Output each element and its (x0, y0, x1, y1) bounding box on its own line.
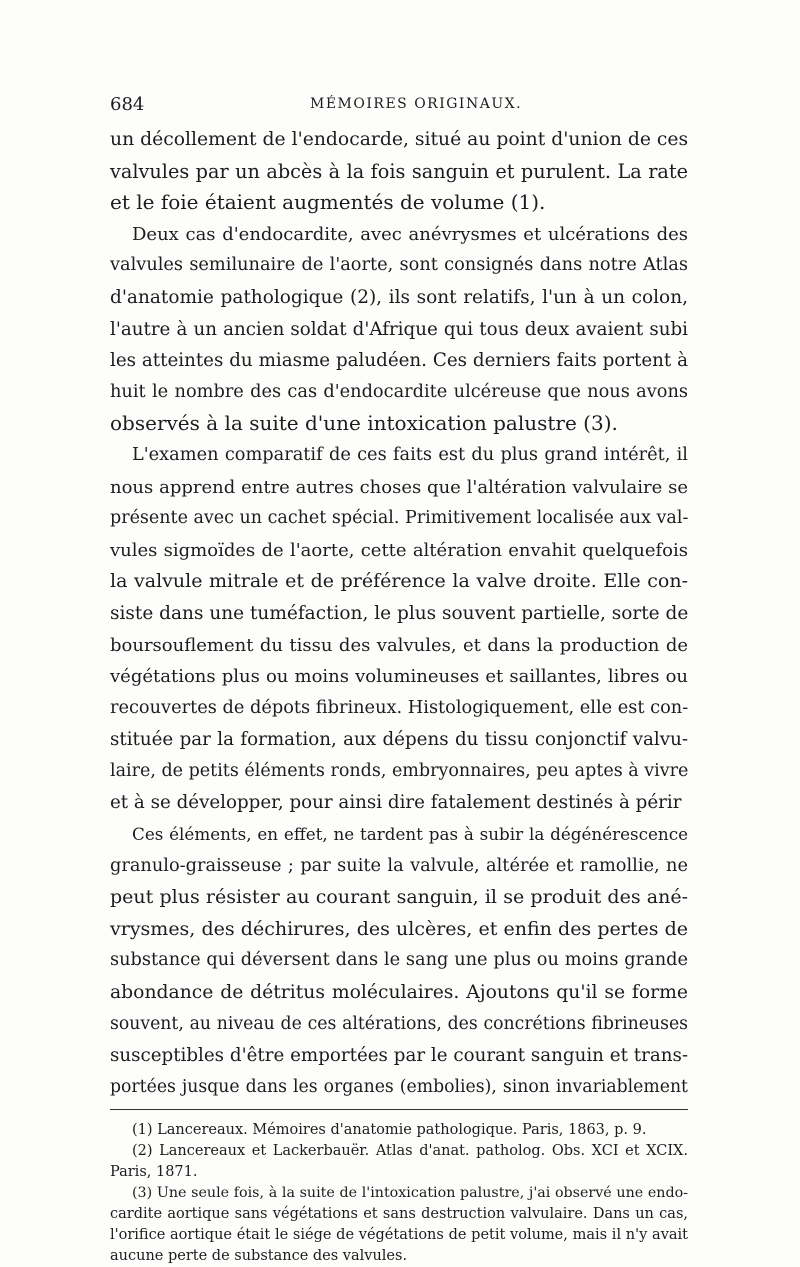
text-line: et le foie étaient augmentés de volume (1). (110, 190, 546, 215)
footnote-line: l'orifice aortique était le siége de végétations de petit volume, mais il n'y avait (110, 1227, 688, 1244)
text-line: recouvertes de dépots fibrineux. Histologiquement, elle est con- (110, 697, 689, 718)
text-line: observés à la suite d'une intoxication palustre (3). (110, 411, 618, 436)
footnote-line: (1) Lancereaux. Mémoires d'anatomie pathologique. Paris, 1863, p. 9. (132, 1122, 647, 1139)
body-text (110, 124, 688, 1103)
text-line: Deux cas d'endocardite, avec anévrysmes et ulcérations des (132, 223, 688, 245)
text-line: L'examen comparatif de ces faits est du plus grand intérêt, il (132, 444, 688, 465)
page-header (110, 94, 688, 124)
text-line: les atteintes du miasme paludéen. Ces derniers faits portent à (110, 350, 688, 372)
text-line: souvent, au niveau de ces altérations, des concrétions fibrineuses (110, 1013, 688, 1034)
footnote (110, 1141, 688, 1183)
page-number: 684 (110, 94, 145, 115)
footnote (110, 1183, 688, 1267)
footnote-line: Paris, 1871. (110, 1164, 198, 1181)
text-line: substance qui déversent dans le sang une plus ou moins grande (110, 950, 688, 971)
text-line: granulo-graisseuse ; par suite la valvule, altérée et ramollie, ne (110, 855, 688, 876)
footnotes (110, 1120, 688, 1267)
text-line: susceptibles d'être emportées par le courant sanguin et trans- (110, 1045, 688, 1067)
paragraph (110, 124, 688, 219)
footnote-line: (3) Une seule fois, à la suite de l'intoxication palustre, j'ai observé une endo- (132, 1185, 688, 1202)
text-line: boursouflement du tissu des valvules, et dans la production de (110, 634, 688, 656)
text-line: valvules par un abcès à la fois sanguin et purulent. La rate (110, 159, 688, 183)
running-title: MÉMOIRES ORIGINAUX. (310, 96, 523, 112)
text-line: stituée par la formation, aux dépens du tissu conjonctif valvu- (110, 729, 688, 751)
text-line: portées jusque dans les organes (embolies), sinon invariablement (110, 1076, 688, 1097)
footnote-line: aucune perte de substance des valvules. (110, 1248, 408, 1265)
text-line: Ces éléments, en effet, ne tardent pas à subir la dégénérescence (132, 824, 688, 845)
text-line: huit le nombre des cas d'endocardite ulcéreuse que nous avons (110, 381, 688, 402)
text-line: siste dans une tuméfaction, le plus souvent partielle, sorte de (110, 602, 689, 624)
text-line: vules sigmoïdes de l'aorte, cette altération envahit quelquefois (110, 539, 688, 561)
text-line: vrysmes, des déchirures, des ulcères, et enfin des pertes de (110, 917, 688, 940)
text-line: l'autre à un ancien soldat d'Afrique qui tous deux avaient subi (110, 318, 688, 340)
paragraph (110, 819, 688, 1103)
text-line: valvules semilunaire de l'aorte, sont consignés dans notre Atlas (110, 255, 688, 276)
footnote-rule (110, 1109, 688, 1110)
text-line: la valvule mitrale et de préférence la valve droite. Elle con- (110, 570, 688, 593)
text-line: laire, de petits éléments ronds, embryonnaires, peu aptes à vivre (110, 760, 689, 781)
paragraph (110, 440, 688, 819)
text-line: peut plus résister au courant sanguin, il se produit des ané- (110, 886, 688, 909)
text-line: présente avec un cachet spécial. Primitivement localisée aux val- (110, 508, 689, 529)
text-line: nous apprend entre autres choses que l'altération valvulaire se (110, 476, 688, 498)
text-line: végétations plus ou moins volumineuses et saillantes, libres ou (110, 666, 688, 688)
footnote-line: cardite aortique sans végétations et sans destruction valvulaire. Dans un cas, (110, 1206, 688, 1223)
footnote-line: (2) Lancereaux et Lackerbauër. Atlas d'anat. patholog. Obs. XCI et XCIX. (132, 1143, 688, 1160)
text-line: d'anatomie pathologique (2), ils sont relatifs, l'un à un colon, (110, 286, 688, 308)
book-page (110, 0, 688, 1267)
text-line: un décollement de l'endocarde, situé au point d'union de ces (110, 129, 689, 150)
text-line: et à se développer, pour ainsi dire fatalement destinés à périr (110, 792, 682, 814)
footnote (110, 1120, 688, 1141)
text-line: abondance de détritus moléculaires. Ajoutons qu'il se forme (110, 982, 688, 1004)
paragraph (110, 219, 688, 440)
